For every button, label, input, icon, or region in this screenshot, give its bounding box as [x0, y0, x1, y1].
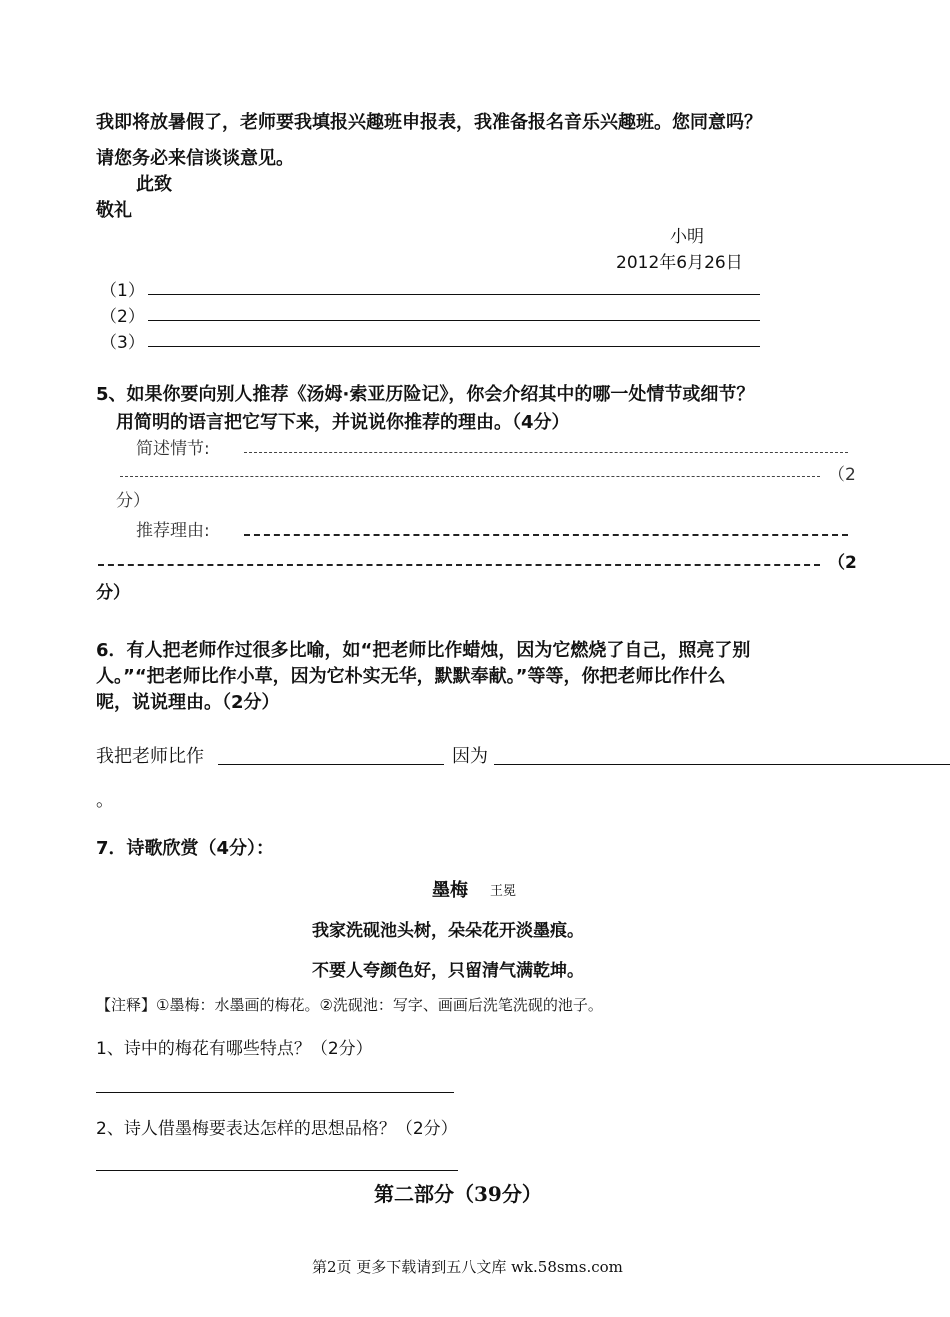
q7-sub-1: 1、诗中的梅花有哪些特点？（2分）: [96, 1039, 373, 1059]
q5-plot-line-1[interactable]: [244, 452, 848, 453]
blank-label-3: （3）: [100, 333, 145, 353]
answer-line-1[interactable]: [148, 294, 760, 295]
q5-reason-line-2[interactable]: [98, 564, 820, 566]
poem-title: 墨梅: [432, 880, 468, 901]
letter-closing-1: 此致: [136, 174, 172, 195]
q5-plot-line-2[interactable]: [120, 476, 820, 477]
q5-plot-score-b: 分）: [116, 491, 150, 511]
answer-line-3[interactable]: [148, 346, 760, 347]
q7-sub-2-answer-line[interactable]: [96, 1170, 458, 1171]
q6-line-3: 呢，说说理由。（2分）: [96, 692, 280, 713]
page-footer: 第2页 更多下载请到五八文库 wk.58sms.com: [312, 1258, 623, 1276]
q6-answer-because: 因为: [452, 746, 488, 767]
poem-line-2: 不要人夸颜色好，只留清气满乾坤。: [312, 961, 584, 981]
q7-sub-2: 2、诗人借墨梅要表达怎样的思想品格？（2分）: [96, 1119, 458, 1139]
part-two-heading: 第二部分（39分）: [374, 1182, 542, 1206]
q6-answer-prefix: 我把老师比作: [96, 746, 204, 767]
q5-reason-score-a: （2: [828, 553, 857, 573]
q5-reason-line-1[interactable]: [244, 534, 848, 536]
q5-plot-score-a: （2: [828, 465, 856, 485]
poem-line-1: 我家洗砚池头树，朵朵花开淡墨痕。: [312, 921, 584, 941]
letter-closing-2: 敬礼: [96, 200, 132, 221]
q5-plot-label: 简述情节:: [136, 439, 210, 459]
letter-line-1: 我即将放暑假了，老师要我填报兴趣班申报表，我准备报名音乐兴趣班。您同意吗？: [96, 112, 762, 133]
q5-line-2: 用简明的语言把它写下来，并说说你推荐的理由。（4分）: [116, 412, 570, 433]
answer-line-2[interactable]: [148, 320, 760, 321]
q5-line-1: 5、如果你要向别人推荐《汤姆·索亚历险记》，你会介绍其中的哪一处情节或细节？: [96, 384, 755, 405]
blank-label-1: （1）: [100, 281, 145, 301]
letter-line-2: 请您务必来信谈谈意见。: [96, 148, 294, 169]
poem-author: 王冕: [490, 884, 517, 899]
q5-reason-score-b: 分）: [96, 583, 130, 603]
poem-note: 【注释】①墨梅：水墨画的梅花。②洗砚池：写字、画画后洗笔洗砚的池子。: [96, 996, 603, 1014]
q6-answer-end: 。: [96, 790, 114, 811]
letter-signer: 小明: [670, 227, 704, 247]
blank-label-2: （2）: [100, 307, 145, 327]
q5-reason-label: 推荐理由:: [136, 521, 210, 541]
q6-reason-line[interactable]: [494, 764, 950, 765]
letter-date: 2012年6月26日: [616, 253, 743, 273]
q6-line-2: 人。”“把老师比作小草，因为它朴实无华，默默奉献。”等等，你把老师比作什么: [96, 666, 726, 687]
q6-metaphor-line[interactable]: [218, 764, 444, 765]
q6-line-1: 6．有人把老师作过很多比喻，如“把老师比作蜡烛，因为它燃烧了自己，照亮了别: [96, 640, 751, 661]
q7-sub-1-answer-line[interactable]: [96, 1092, 454, 1093]
q7-heading: 7．诗歌欣赏（4分）：: [96, 838, 275, 859]
